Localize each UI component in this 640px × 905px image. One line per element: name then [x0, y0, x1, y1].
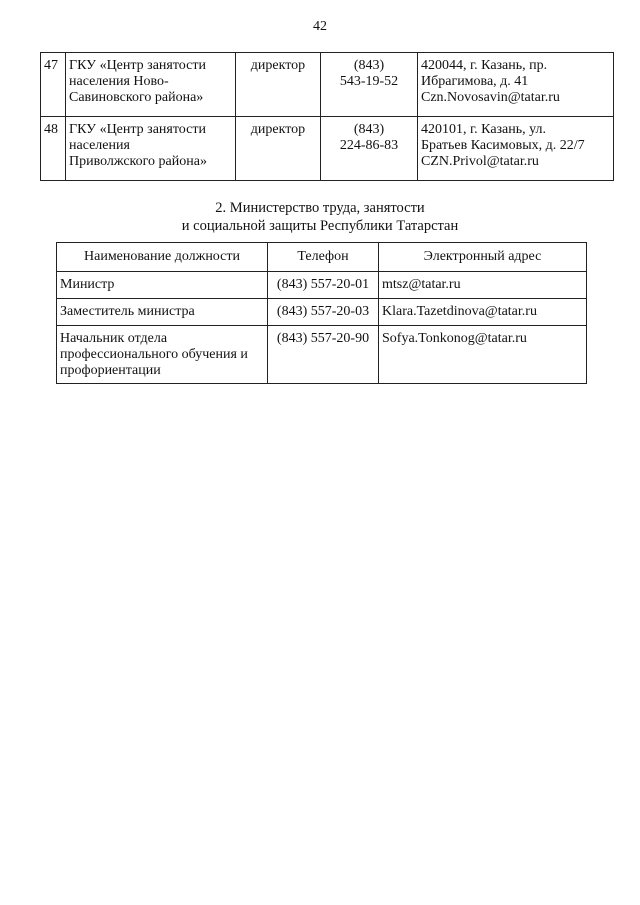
position — [57, 326, 268, 384]
phone: (843) 557-20-01 — [268, 272, 379, 299]
position: Министр — [57, 272, 268, 299]
employment-centers-table — [40, 52, 614, 181]
text-line: Начальник отдела — [60, 331, 168, 346]
heading-line: и социальной защиты Республики Татарстан — [181, 218, 459, 234]
email-link[interactable]: mtsz@tatar.ru — [379, 272, 587, 299]
table-row — [41, 53, 614, 117]
email-link[interactable]: CZN.Privol@tatar.ru — [421, 154, 539, 169]
organization-name — [66, 117, 236, 181]
text-line: профессионального обучения и — [60, 347, 248, 362]
column-header-email: Электронный адрес — [379, 243, 587, 272]
position: директор — [236, 117, 321, 181]
text-line: населения Ново- — [69, 74, 169, 89]
phone — [321, 117, 418, 181]
text-line: 420101, г. Казань, ул. — [421, 122, 547, 137]
phone: (843) 557-20-90 — [268, 326, 379, 384]
column-header-phone: Телефон — [268, 243, 379, 272]
table-row — [41, 117, 614, 181]
email-link[interactable]: Sofya.Tonkonog@tatar.ru — [379, 326, 587, 384]
text-line: Ибрагимова, д. 41 — [421, 74, 529, 89]
email-link[interactable]: Klara.Tazetdinova@tatar.ru — [379, 299, 587, 326]
row-number: 47 — [41, 53, 66, 117]
text-line: 224-86-83 — [339, 138, 399, 153]
text-line: 420044, г. Казань, пр. — [421, 58, 548, 73]
text-line: Савиновского района» — [69, 90, 204, 105]
text-line: Приволжского района» — [69, 154, 207, 169]
table-row — [57, 299, 587, 326]
text-line: ГКУ «Центр занятости — [69, 58, 206, 73]
position: директор — [236, 53, 321, 117]
address — [418, 117, 614, 181]
position: Заместитель министра — [57, 299, 268, 326]
text-line: 543-19-52 — [339, 74, 399, 89]
table-row — [57, 326, 587, 384]
table-row — [57, 272, 587, 299]
text-line: населения — [69, 138, 130, 153]
phone — [321, 53, 418, 117]
ministry-contacts-table — [56, 242, 587, 384]
text-line: профориентации — [60, 363, 161, 378]
row-number: 48 — [41, 117, 66, 181]
address — [418, 53, 614, 117]
email-link[interactable]: Czn.Novosavin@tatar.ru — [421, 90, 560, 105]
section-heading — [0, 199, 640, 235]
text-line: (843) — [353, 58, 385, 73]
page-number: 42 — [313, 19, 327, 34]
text-line: Братьев Касимовых, д. 22/7 — [421, 138, 585, 153]
text-line: ГКУ «Центр занятости — [69, 122, 206, 137]
phone: (843) 557-20-03 — [268, 299, 379, 326]
text-line: (843) — [353, 122, 385, 137]
heading-line: 2. Министерство труда, занятости — [215, 200, 425, 216]
organization-name — [66, 53, 236, 117]
table-header-row — [57, 243, 587, 272]
column-header-position: Наименование должности — [57, 243, 268, 272]
